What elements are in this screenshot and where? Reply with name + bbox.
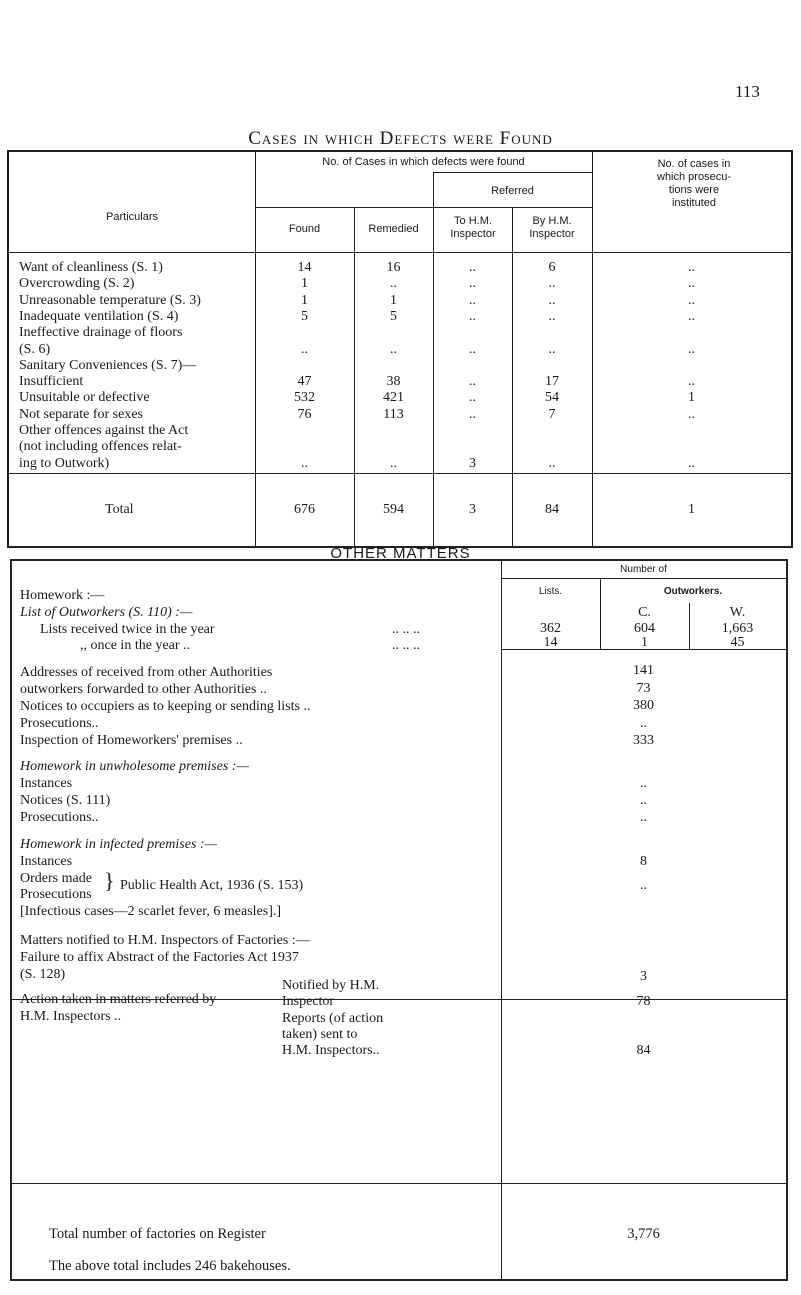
- action-taken: Action taken in matters referred by: [20, 992, 217, 1007]
- once-c: 1: [641, 635, 648, 650]
- table-cell-remedied: 1: [390, 292, 397, 308]
- header-lists: Lists.: [538, 586, 563, 597]
- inspection-homeworkers: Inspection of Homeworkers' premises ..: [20, 733, 243, 748]
- table-cell-to: ..: [469, 341, 476, 357]
- orders-value: ..: [640, 878, 647, 893]
- total-label: Total: [105, 502, 134, 517]
- table-cell-remedied: 5: [390, 308, 397, 324]
- instances2-label: Instances: [20, 854, 73, 869]
- table-row-label: Ineffective drainage of floors: [19, 325, 183, 341]
- table-cell-pros: ..: [688, 292, 695, 308]
- table-cell-pros: ..: [688, 308, 695, 324]
- table-cell-pros: ..: [688, 406, 695, 422]
- twice-w: 1,663: [721, 621, 754, 636]
- public-health-act: Public Health Act, 1936 (S. 153): [120, 878, 304, 893]
- divider: [9, 473, 791, 474]
- header-referred: Referred: [491, 185, 534, 197]
- header-by-hm-inspector: By H.M. Inspector: [529, 215, 575, 240]
- header-c: C.: [638, 605, 651, 620]
- header-found: Found: [288, 223, 321, 235]
- list-of-outworkers: List of Outworkers (S. 110) :—: [20, 605, 193, 620]
- table-cell-by: 7: [548, 406, 556, 422]
- leader: .. .. ..: [392, 638, 420, 653]
- table-cell-pros: ..: [688, 260, 695, 275]
- table-row-label: (S. 6): [19, 341, 51, 357]
- infected-heading: Homework in infected premises :—: [20, 837, 217, 852]
- infectious-cases: [Infectious cases—2 scarlet fever, 6 measles].]: [20, 904, 282, 919]
- bakehouses-note: The above total includes 246 bakehouses.: [49, 1258, 291, 1274]
- matters-notified: Matters notified to H.M. Inspectors of Factories :—: [20, 933, 310, 948]
- notified-line2: Inspector: [282, 994, 335, 1009]
- divider: [433, 172, 434, 548]
- divider: [255, 207, 592, 208]
- homework-heading: Homework :—: [20, 588, 105, 603]
- table-row-label: Overcrowding (S. 2): [19, 276, 135, 292]
- table-row-label: Insufficient: [19, 374, 84, 390]
- table-cell-pros: 1: [688, 390, 695, 406]
- table-cell-by: ..: [548, 308, 556, 324]
- divider: [501, 578, 786, 579]
- table-cell-remedied: 38: [386, 374, 401, 390]
- brace-icon: }: [104, 868, 115, 893]
- header-to-hm-inspector: To H.M. Inspector: [450, 215, 496, 240]
- table-cell-by: ..: [548, 292, 556, 308]
- once-w: 45: [730, 635, 745, 650]
- header-remedied: Remedied: [368, 223, 419, 235]
- notified-value: 78: [636, 994, 651, 1009]
- unwholesome-heading: Homework in unwholesome premises :—: [20, 759, 249, 774]
- addresses-forwarded: outworkers forwarded to other Authorities ..: [20, 682, 267, 697]
- table-cell-found: 14: [297, 260, 312, 275]
- total-prosecutions: 1: [688, 502, 695, 517]
- table-cell-found: 1: [301, 292, 308, 308]
- reports-line2: taken) sent to: [282, 1027, 358, 1042]
- header-particulars: Particulars: [106, 211, 158, 223]
- table-cell-found: 76: [297, 406, 312, 422]
- table-cell-remedied: 113: [383, 406, 404, 422]
- header-number-of: Number of: [620, 564, 667, 575]
- divider: [9, 252, 791, 253]
- total-factories-value: 3,776: [627, 1226, 660, 1242]
- table-cell-pros: ..: [688, 374, 695, 390]
- action-taken-hm: H.M. Inspectors ..: [20, 1009, 122, 1024]
- table-cell-to: ..: [469, 292, 476, 308]
- total-factories-label: Total number of factories on Register: [49, 1226, 266, 1242]
- reports-value: 84: [636, 1043, 651, 1058]
- table-cell-to: ..: [469, 276, 476, 292]
- table-row-label: Inadequate ventilation (S. 4): [19, 308, 179, 324]
- prosecutions2-value: ..: [640, 810, 647, 825]
- failure-section: (S. 128): [20, 967, 66, 982]
- table-cell-by: ..: [548, 276, 556, 292]
- table-cell-remedied: 421: [383, 390, 404, 406]
- twice-c: 604: [634, 621, 655, 636]
- table-row-label: Want of cleanliness (S. 1): [19, 260, 163, 275]
- table-cell-to: ..: [469, 390, 476, 406]
- table-row-label: Not separate for sexes: [19, 406, 144, 422]
- table-cell-pros: ..: [688, 341, 695, 357]
- lists-once: ,, once in the year ..: [80, 638, 191, 653]
- table-cell-by: 6: [548, 260, 556, 275]
- prosecutions-label: Prosecutions..: [20, 716, 99, 731]
- section-heading-other-matters: OTHER MATTERS: [330, 545, 471, 562]
- table-cell-pros: ..: [688, 455, 695, 471]
- prosecutions2-label: Prosecutions..: [20, 810, 99, 825]
- table-cell-by: 17: [545, 374, 559, 390]
- instances-label: Instances: [20, 776, 73, 791]
- table-cell-found: 5: [301, 308, 308, 324]
- table-row-label: Unreasonable temperature (S. 3): [19, 292, 201, 308]
- prosecutions3-label: Prosecutions: [20, 887, 92, 902]
- header-prosecutions-text: No. of cases in which prosecu- tions were instituted: [657, 158, 731, 209]
- reports-line3: H.M. Inspectors..: [282, 1043, 380, 1058]
- instances2-value: 8: [640, 854, 647, 869]
- table-row-label: Other offences against the Act: [19, 423, 189, 438]
- table-cell-by: ..: [548, 341, 556, 357]
- table-cell-to: ..: [469, 260, 476, 275]
- orders-made-label: Orders made: [20, 871, 92, 886]
- header-outworkers: Outworkers.: [663, 586, 723, 597]
- notices-to-occupiers-value: 380: [633, 698, 654, 713]
- lists-twice: Lists received twice in the year: [40, 622, 215, 637]
- instances-value: ..: [640, 776, 647, 791]
- table-cell-remedied: 16: [386, 260, 401, 275]
- table-cell-found: 532: [294, 390, 315, 406]
- table-cell-by: 54: [545, 390, 559, 406]
- table-cell-found: 1: [301, 276, 308, 292]
- twice-lists: 362: [540, 621, 561, 636]
- addresses-forwarded-value: 73: [636, 681, 651, 696]
- table-cell-found: ..: [301, 455, 308, 471]
- total-found: 676: [294, 502, 315, 517]
- page-number: 113: [735, 82, 760, 101]
- reports-line1: Reports (of action: [282, 1011, 384, 1026]
- table-cell-remedied: ..: [390, 455, 397, 471]
- table-cell-to: ..: [469, 308, 476, 324]
- table-cell-remedied: ..: [390, 341, 397, 357]
- total-to-hm: 3: [469, 502, 476, 517]
- header-prosecutions: [599, 158, 789, 210]
- notices-s111-label: Notices (S. 111): [20, 793, 111, 808]
- header-w: W.: [729, 605, 746, 620]
- inspection-value: 333: [633, 733, 654, 748]
- table-row-label: (not including offences relat-: [19, 439, 182, 455]
- leader: .. .. ..: [392, 622, 420, 637]
- table-cell-found: 47: [297, 374, 312, 390]
- total-by-hm: 84: [545, 502, 559, 517]
- table-cell-to: 3: [469, 455, 476, 471]
- header-defects-found: No. of Cases in which defects were found: [322, 156, 525, 168]
- table-cell-to: ..: [469, 406, 476, 422]
- table-cell-pros: ..: [688, 276, 695, 292]
- once-lists: 14: [543, 635, 558, 650]
- failure-abstract: Failure to affix Abstract of the Factories Act 1937: [20, 950, 299, 965]
- other-matters-table: [10, 559, 788, 1281]
- table-cell-remedied: ..: [390, 276, 397, 292]
- notified-line1: Notified by H.M.: [282, 978, 380, 993]
- addresses-received-value: 141: [633, 663, 654, 678]
- table-row-label: ing to Outwork): [19, 455, 110, 471]
- defects-table: [7, 150, 793, 548]
- table-cell-found: ..: [301, 341, 308, 357]
- divider: [12, 1183, 786, 1184]
- notices-s111-value: ..: [640, 793, 647, 808]
- addresses-received: Addresses of received from other Authorities: [20, 665, 273, 680]
- prosecutions-value: ..: [640, 716, 647, 731]
- failure-value: 3: [640, 969, 647, 984]
- page-title: Cases in which Defects were Found: [248, 128, 553, 149]
- notices-to-occupiers: Notices to occupiers as to keeping or sending lists ..: [20, 699, 311, 714]
- table-cell-to: ..: [469, 374, 476, 390]
- table-cell-by: ..: [548, 455, 556, 471]
- table-row-label: Sanitary Conveniences (S. 7)—: [19, 357, 197, 373]
- divider: [433, 172, 592, 173]
- total-remedied: 594: [383, 502, 404, 517]
- table-row-label: Unsuitable or defective: [19, 390, 150, 406]
